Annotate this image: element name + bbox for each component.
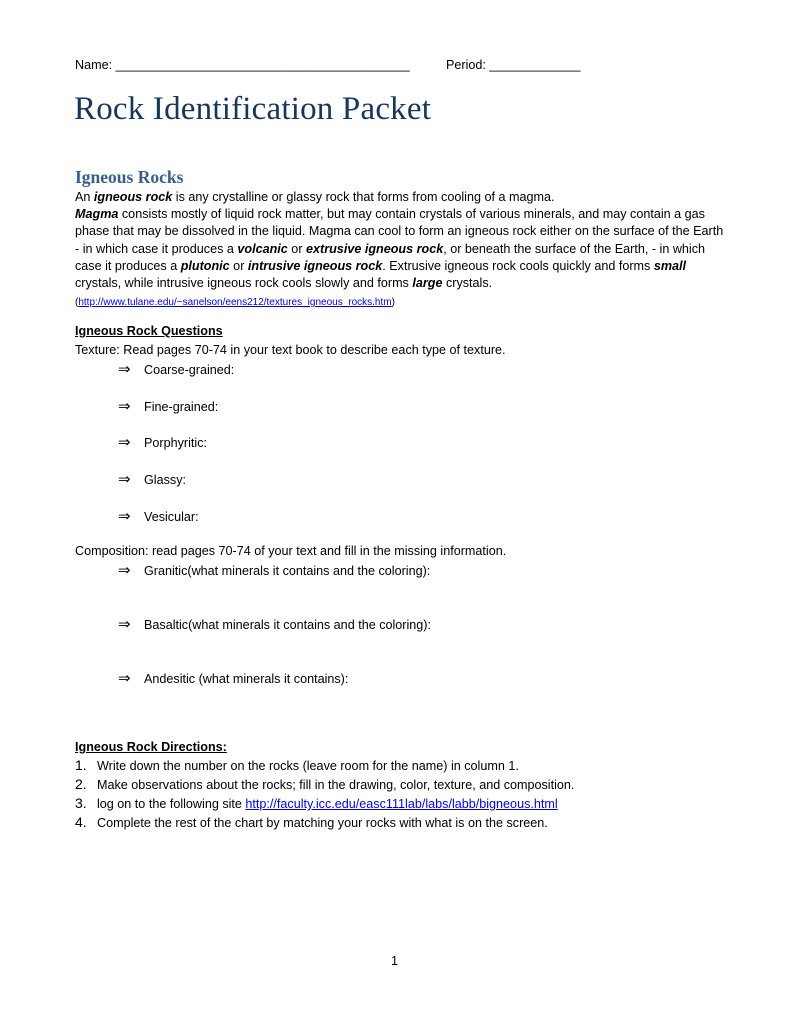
list-item	[75, 757, 574, 776]
arrow-icon: ⇒	[118, 615, 131, 633]
text-run: . Extrusive igneous rock cools quickly and forms	[382, 258, 654, 273]
texture-prompt: Texture: Read pages 70-74 in your text book to describe each type of texture.	[75, 343, 506, 357]
text-run: crystals.	[442, 276, 493, 291]
section-heading: Igneous Rocks	[75, 167, 184, 187]
texture-item-fine	[118, 397, 218, 415]
text-run: , or beneath the surface of the Earth, - in which case it produces a	[75, 241, 706, 273]
texture-item-vesicular	[118, 507, 199, 525]
texture-label: Porphyritic:	[144, 436, 207, 450]
page-title: Rock Identification Packet	[74, 91, 432, 127]
list-number: 1.	[75, 757, 87, 773]
texture-item-glassy	[118, 470, 186, 488]
text-run: consists mostly of liquid rock matter, but may contain crystals of various minerals, and may contain a gas phase that may be dissolved in the liquid. Magma can cool to form an igneous rock either on the surface of the Earth - in which case it produces a	[75, 207, 724, 256]
source-close-paren: )	[391, 297, 395, 309]
text-run: An	[75, 190, 94, 204]
list-item	[75, 795, 574, 814]
name-field-label: Name: __________________________________________	[75, 58, 410, 72]
composition-label: Andesitic (what minerals it contains):	[144, 672, 349, 686]
emphasized-term: volcanic	[237, 241, 288, 256]
texture-item-porphyritic	[118, 433, 207, 451]
arrow-icon: ⇒	[118, 360, 131, 378]
list-item	[75, 776, 574, 795]
arrow-icon: ⇒	[118, 669, 131, 687]
texture-label: Vesicular:	[144, 510, 199, 524]
emphasized-term: extrusive igneous rock	[306, 241, 444, 256]
text-run: crystals, while intrusive igneous rock cools slowly and forms	[75, 276, 413, 291]
source-citation	[75, 293, 725, 311]
text-run: or	[229, 258, 248, 273]
directions-list	[75, 757, 574, 833]
emphasized-term: small	[653, 258, 687, 273]
composition-prompt: Composition: read pages 70-74 of your text and fill in the missing information.	[75, 544, 507, 558]
composition-item-granitic	[118, 561, 430, 579]
texture-label: Fine-grained:	[144, 400, 219, 414]
period-field-label: Period: _____________	[446, 58, 581, 72]
arrow-icon: ⇒	[118, 507, 131, 525]
list-number: 3.	[75, 795, 87, 811]
emphasized-term: large	[412, 276, 443, 291]
direction-text: Complete the rest of the chart by matching your rocks with what is on the screen.	[97, 816, 548, 830]
emphasized-term: intrusive igneous rock	[247, 258, 383, 273]
text-run: or	[287, 241, 307, 256]
arrow-icon: ⇒	[118, 433, 131, 451]
arrow-icon: ⇒	[118, 397, 131, 415]
emphasized-term: plutonic	[180, 258, 230, 273]
list-number: 4.	[75, 814, 87, 830]
texture-item-coarse	[118, 360, 234, 378]
composition-label: Granitic(what minerals it contains and the coloring):	[144, 564, 431, 578]
source-link[interactable]: http://www.tulane.edu/~sanelson/eens212/textures_igneous_rocks.htm	[78, 297, 392, 309]
composition-item-andesitic	[118, 669, 348, 687]
texture-label: Coarse-grained:	[144, 363, 235, 377]
text-run: is any crystalline or glassy rock that forms from cooling of a magma.	[172, 190, 555, 204]
page-number: 1	[391, 954, 399, 968]
emphasized-term: Magma	[75, 207, 119, 222]
source-open-paren: (	[75, 297, 79, 309]
texture-label: Glassy:	[144, 473, 186, 487]
intro-paragraph	[75, 189, 725, 311]
directions-heading: Igneous Rock Directions:	[75, 740, 227, 754]
composition-item-basaltic	[118, 615, 431, 633]
direction-text: Write down the number on the rocks (leave room for the name) in column 1.	[97, 759, 519, 773]
direction-text: Make observations about the rocks; fill in the drawing, color, texture, and composition.	[97, 778, 575, 792]
composition-label: Basaltic(what minerals it contains and the coloring):	[144, 618, 431, 632]
list-number: 2.	[75, 776, 87, 792]
arrow-icon: ⇒	[118, 561, 131, 579]
intro-magma-text	[75, 206, 725, 292]
direction-text: log on to the following site	[97, 797, 246, 811]
list-item	[75, 814, 574, 833]
intro-definition	[75, 189, 725, 206]
emphasized-term: igneous rock	[93, 190, 173, 204]
bigneous-link[interactable]: http://faculty.icc.edu/easc111lab/labs/labb/bigneous.html	[245, 797, 558, 811]
questions-heading: Igneous Rock Questions	[75, 324, 223, 338]
arrow-icon: ⇒	[118, 470, 131, 488]
